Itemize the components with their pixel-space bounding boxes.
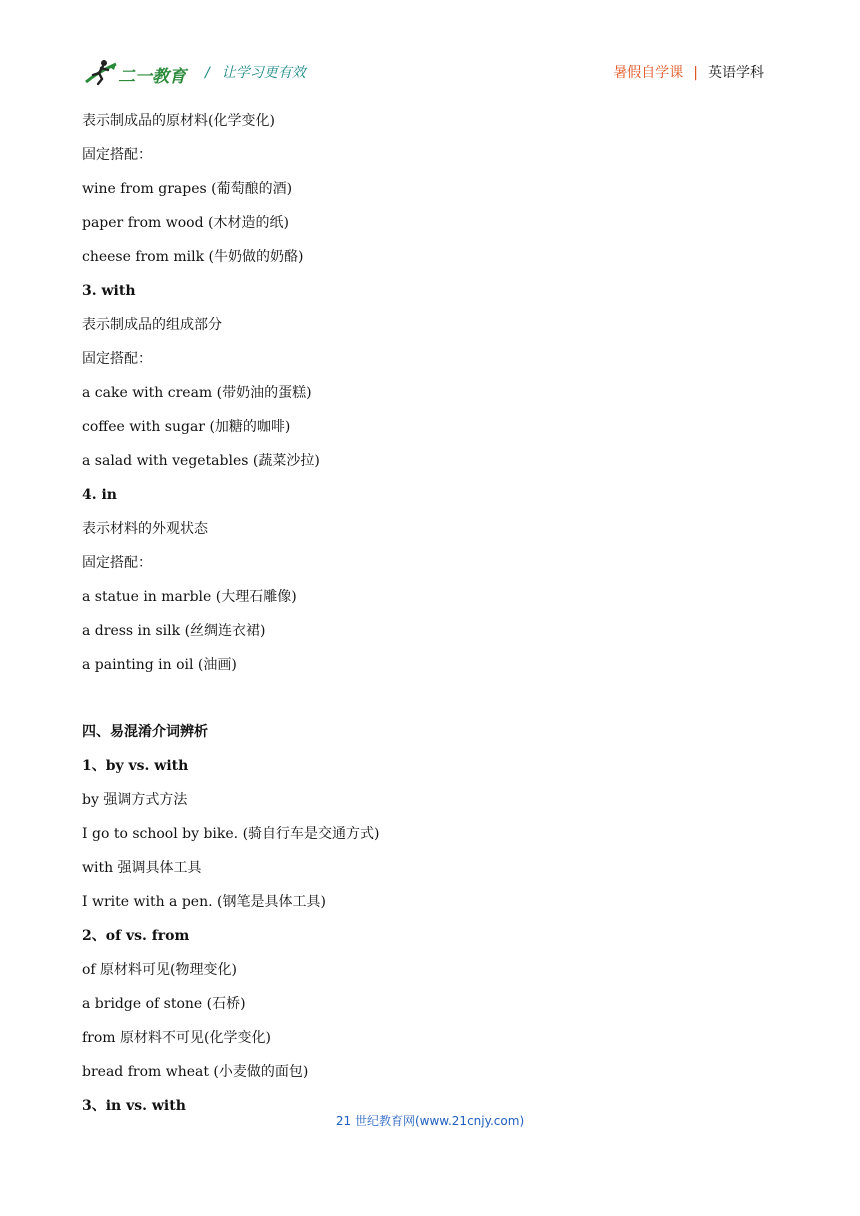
- section-heading: 3. with: [82, 283, 136, 299]
- slogan-text: 让学习更有效: [221, 65, 306, 81]
- page-header: [0, 0, 860, 96]
- example-line: a statue in marble (大理石雕像): [82, 589, 297, 605]
- example-line: cheese from milk (牛奶做的奶酪): [82, 249, 304, 265]
- text-line: 表示材料的外观状态: [82, 521, 208, 537]
- page-footer: 21 世纪教育网(www.21cnjy.com): [335, 1114, 525, 1128]
- example-line: a salad with vegetables (蔬菜沙拉): [82, 453, 320, 469]
- course-label: 暑假自学课: [613, 65, 684, 81]
- example-line: a cake with cream (带奶油的蛋糕): [82, 385, 312, 401]
- text-line: from 原材料不可见(化学变化): [82, 1030, 271, 1046]
- slogan: [205, 62, 306, 82]
- example-line: wine from grapes (葡萄酿的酒): [82, 181, 293, 197]
- text-line: with 强调具体工具: [82, 860, 202, 876]
- example-line: bread from wheat (小麦做的面包): [82, 1064, 309, 1080]
- text-line: 固定搭配：: [82, 351, 152, 367]
- logo: [84, 56, 194, 88]
- text-line: of 原材料可见(物理变化): [82, 962, 237, 978]
- text-line: 表示制成品的原材料(化学变化): [82, 113, 275, 129]
- subsection-heading: 1、by vs. with: [82, 758, 189, 774]
- runner-logo-icon: [84, 58, 118, 86]
- example-line: a painting in oil (油画): [82, 657, 237, 673]
- text-line: 表示制成品的组成部分: [82, 317, 222, 333]
- subsection-heading: 3、in vs. with: [82, 1098, 186, 1114]
- example-line: a dress in silk (丝绸连衣裙): [82, 623, 266, 639]
- example-line: a bridge of stone (石桥): [82, 996, 246, 1012]
- logo-text: 二一教育: [118, 67, 186, 87]
- header-separator: |: [693, 65, 698, 81]
- text-line: 固定搭配：: [82, 147, 152, 163]
- course-info: [613, 62, 764, 82]
- text-line: 固定搭配：: [82, 555, 152, 571]
- example-line: I go to school by bike. (骑自行车是交通方式): [82, 826, 380, 842]
- slogan-slash: /: [205, 65, 210, 81]
- example-line: I write with a pen. (钢笔是具体工具): [82, 894, 326, 910]
- blank-gap: [82, 688, 782, 721]
- document-body: [82, 110, 782, 1129]
- text-line: by 强调方式方法: [82, 792, 188, 808]
- example-line: coffee with sugar (加糖的咖啡): [82, 419, 291, 435]
- section-heading: 四、易混淆介词辨析: [82, 724, 208, 740]
- section-heading: 4. in: [82, 487, 117, 503]
- subsection-heading: 2、of vs. from: [82, 928, 190, 944]
- example-line: paper from wood (木材造的纸): [82, 215, 289, 231]
- subject-label: 英语学科: [708, 65, 764, 81]
